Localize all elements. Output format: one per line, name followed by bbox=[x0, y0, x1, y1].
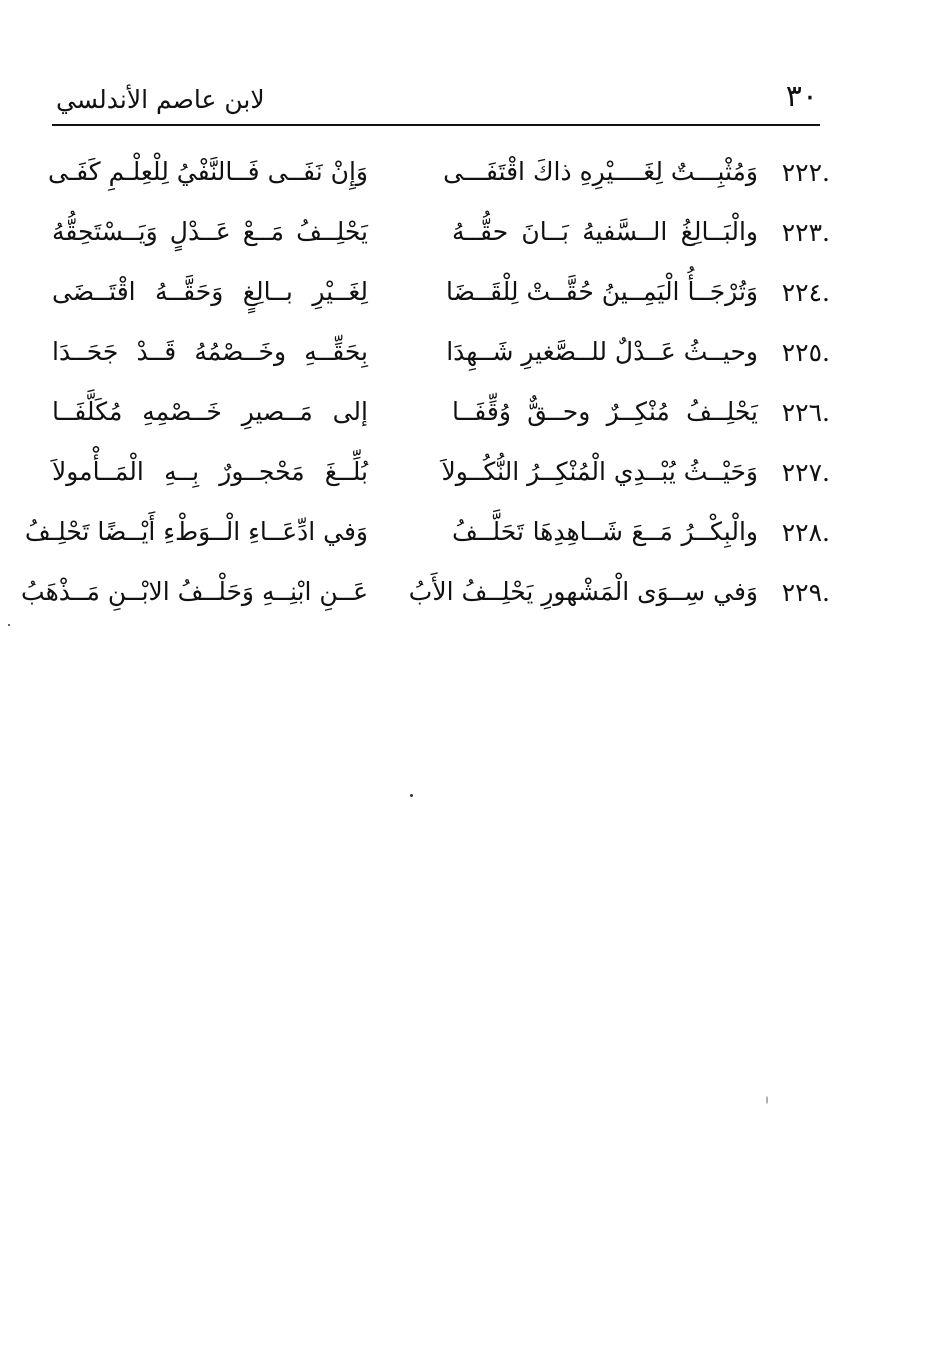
verse-first-hemistich: يَحْلِــفُ مُنْكِــرٌ وحــقٌّ وُقِّفَــا bbox=[452, 397, 758, 426]
verse-first-hemistich: وَحَيْــثُ يُبْــدِي الْمُنْكِــرُ النُّكُــولاَ bbox=[441, 457, 758, 486]
verse-226 bbox=[52, 392, 830, 436]
verse-second-hemistich: إلى مَــصيرِ خَــصْمِهِ مُكَلَّفَــا bbox=[52, 397, 368, 426]
verse-first-hemistich: وَتُرْجَــأُ الْيَمِــينُ حُقَّــتْ لِلْقَــضَا bbox=[446, 277, 758, 306]
verse-228 bbox=[24, 512, 830, 556]
verse-first-hemistich: والْبَــالِغُ الــسَّفيهُ بَــانَ حقُّــهُ bbox=[452, 217, 758, 246]
verse-first-hemistich: والْبِكْــرُ مَــعَ شَــاهِدِهَا تَحَلَّــفُ bbox=[452, 517, 758, 546]
verse-second-hemistich: بِحَقِّــهِ وخَــصْمُهُ قَــدْ جَحَــدَا bbox=[52, 337, 368, 366]
scan-speck bbox=[8, 624, 10, 626]
verse-number: ٢٢٧. bbox=[781, 458, 830, 487]
verse-222 bbox=[47, 152, 830, 196]
scan-speck bbox=[410, 794, 413, 797]
verse-number: ٢٢٨. bbox=[781, 518, 830, 547]
verse-224 bbox=[52, 272, 830, 316]
verse-number: ٢٢٦. bbox=[781, 398, 830, 427]
verse-223 bbox=[52, 212, 830, 256]
verse-number: ٢٢٣. bbox=[781, 218, 830, 247]
page-header bbox=[52, 78, 820, 126]
verse-first-hemistich: وَفي سِــوَى الْمَشْهورِ يَحْلِــفُ الأَبُ bbox=[408, 577, 758, 606]
verse-number: ٢٢٩. bbox=[781, 578, 830, 607]
verse-second-hemistich: عَــنِ ابْنِــهِ وَحَلْــفُ الابْــنِ مَــذْهَبُ bbox=[21, 577, 368, 606]
verse-second-hemistich: بُلِّــغَ مَحْجــورٌ بِــهِ الْمَــأْمولاَ bbox=[52, 457, 368, 486]
verse-229 bbox=[21, 572, 830, 616]
verse-second-hemistich: وَإِنْ نَفَــى فَــالنَّفْيُ لِلْعِلْـمِ كَفَـى bbox=[47, 157, 368, 186]
verse-second-hemistich: لِغَــيْرِ بــالِغٍ وَحَقَّــهُ اقْتَــضَى bbox=[52, 277, 368, 306]
verse-227 bbox=[52, 452, 830, 496]
verse-225 bbox=[52, 332, 830, 376]
verse-first-hemistich: وَمُثْبِـــتٌ لِغَــــيْرِهِ ذاكَ اقْتَفَـــى bbox=[443, 157, 758, 186]
verse-number: ٢٢٤. bbox=[781, 278, 830, 307]
verse-number: ٢٢٥. bbox=[781, 338, 830, 367]
running-title: لابن عاصم الأندلسي bbox=[56, 85, 265, 114]
page-number: ٣٠ bbox=[785, 79, 818, 114]
verse-second-hemistich: وَفي ادِّعَــاءِ الْــوَطْءِ أَيْــضًا تَحْلِـفُ bbox=[24, 517, 368, 546]
verse-first-hemistich: وحيــثُ عَــدْلٌ للــصَّغيرِ شَــهِدَا bbox=[446, 337, 758, 366]
scan-speck bbox=[766, 1096, 768, 1104]
verse-number: ٢٢٢. bbox=[781, 158, 830, 187]
verse-second-hemistich: يَحْلِــفُ مَــعْ عَــدْلٍ وَيَــسْتَحِقُّهُ bbox=[52, 217, 368, 246]
